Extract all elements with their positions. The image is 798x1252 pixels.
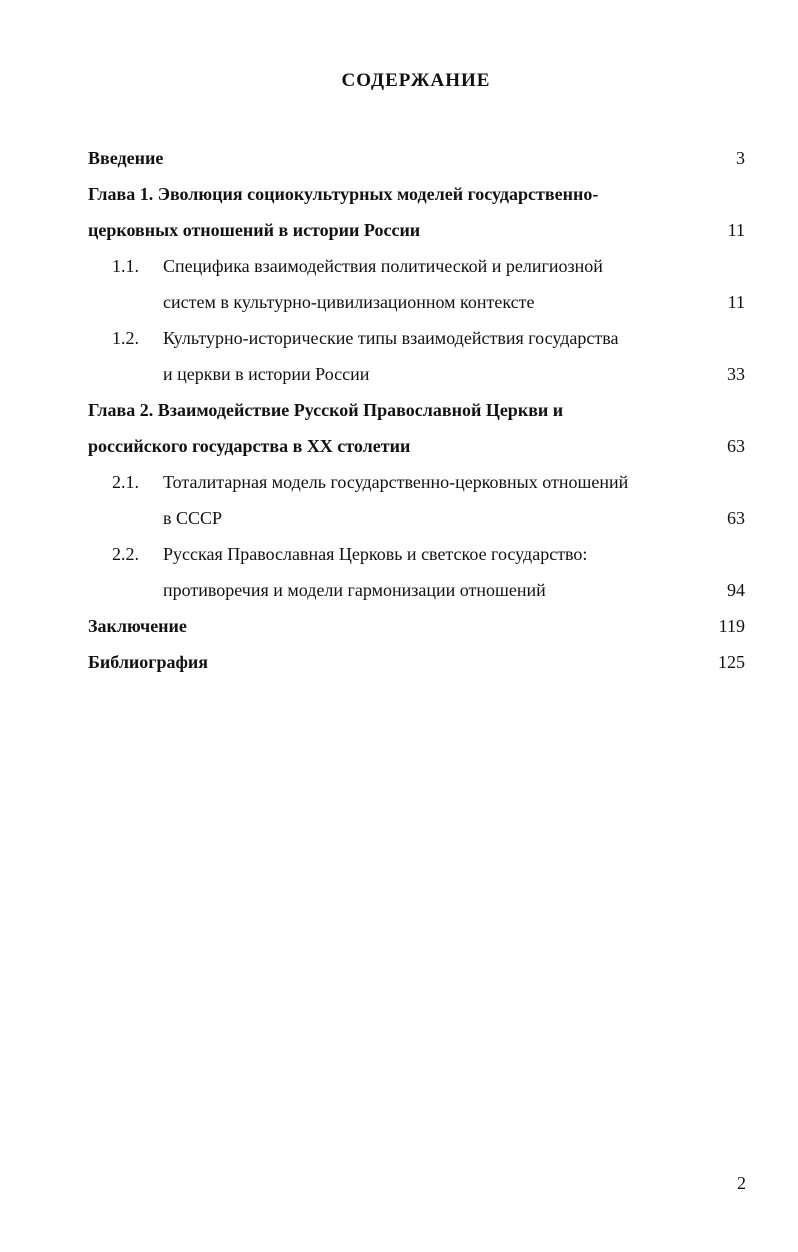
toc-entry-label: в СССР bbox=[163, 508, 223, 528]
toc-entry-label: Глава 1. Эволюция социокультурных моделей государственно- bbox=[88, 184, 599, 204]
toc-entry-label: российского государства в XX столетии bbox=[88, 436, 411, 456]
toc-entry-label: Культурно-исторические типы взаимодействия государства bbox=[163, 328, 619, 348]
toc-entry-label: и церкви в истории России bbox=[163, 364, 370, 384]
toc-entry-label: церковных отношений в истории России bbox=[88, 220, 421, 240]
toc-entry-label: Заключение bbox=[88, 616, 187, 636]
toc-entry-label: Глава 2. Взаимодействие Русской Православной Церкви и bbox=[88, 400, 564, 420]
toc-entry-page: 63 bbox=[727, 436, 745, 456]
toc-entry-page: 3 bbox=[736, 148, 745, 168]
toc-entry-intro bbox=[88, 140, 745, 176]
toc-entry-section-2-2 bbox=[88, 536, 745, 572]
toc-entry-page: 119 bbox=[718, 616, 745, 636]
toc-entry-chapter-2 bbox=[88, 392, 745, 428]
toc-entry-chapter-1 bbox=[88, 176, 745, 212]
toc-entry-label: противоречия и модели гармонизации отношений bbox=[163, 580, 546, 600]
toc-entry-label: Специфика взаимодействия политической и религиозной bbox=[163, 256, 603, 276]
toc-entry-label: Тоталитарная модель государственно-церковных отношений bbox=[163, 472, 629, 492]
toc-entry-section-2-1 bbox=[88, 464, 745, 500]
toc-entry-section-1-2 bbox=[88, 320, 745, 356]
toc-entry-label: систем в культурно-цивилизационном контексте bbox=[163, 292, 535, 312]
toc-entry-number: 1.1. bbox=[112, 256, 139, 276]
toc-entry-label: Библиография bbox=[88, 652, 209, 672]
page-title: СОДЕРЖАНИЕ bbox=[341, 70, 491, 91]
toc-entry-page: 125 bbox=[718, 652, 745, 672]
toc-entry-page: 11 bbox=[727, 220, 745, 240]
toc-entry-label: Русская Православная Церковь и светское государство: bbox=[163, 544, 588, 564]
toc-entry-bibliography bbox=[88, 644, 745, 680]
toc-entry-page: 33 bbox=[727, 364, 745, 384]
toc-entry-number: 2.1. bbox=[112, 472, 139, 492]
toc-entry-section-2-2-cont bbox=[88, 572, 745, 608]
toc-entry-page: 94 bbox=[727, 580, 745, 600]
toc-entry-section-1-2-cont bbox=[88, 356, 745, 392]
toc-entry-page: 11 bbox=[727, 292, 745, 312]
table-of-contents bbox=[88, 140, 745, 680]
toc-entry-number: 2.2. bbox=[112, 544, 139, 564]
page-number: 2 bbox=[737, 1173, 746, 1193]
toc-entry-section-2-1-cont bbox=[88, 500, 745, 536]
toc-entry-page: 63 bbox=[727, 508, 745, 528]
toc-entry-chapter-2-cont bbox=[88, 428, 745, 464]
toc-entry-number: 1.2. bbox=[112, 328, 139, 348]
toc-entry-section-1-1-cont bbox=[88, 284, 745, 320]
toc-entry-section-1-1 bbox=[88, 248, 745, 284]
toc-entry-label: Введение bbox=[88, 148, 164, 168]
toc-entry-conclusion bbox=[88, 608, 745, 644]
toc-entry-chapter-1-cont bbox=[88, 212, 745, 248]
